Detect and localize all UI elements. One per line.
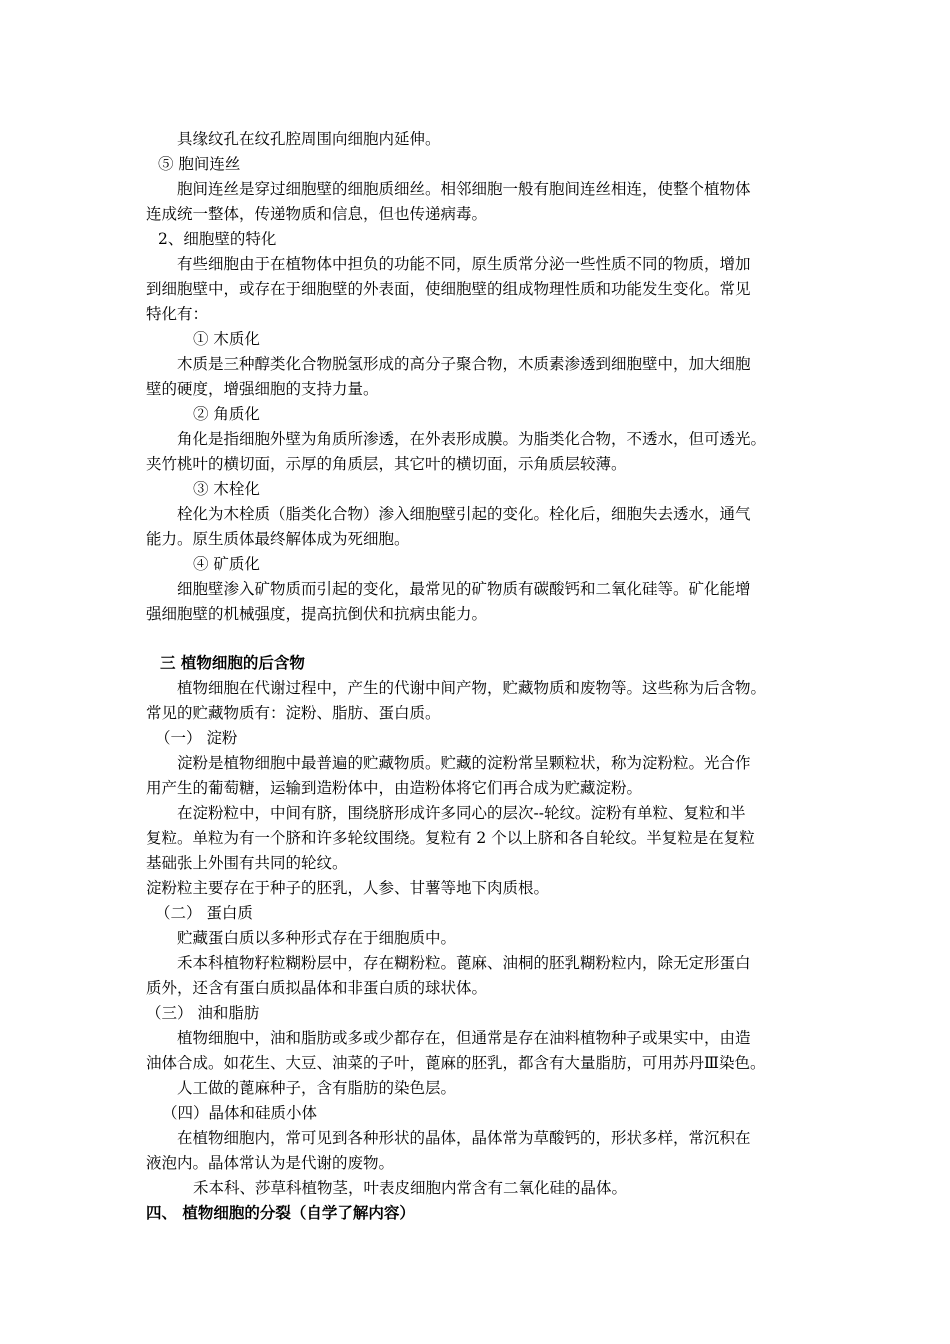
section-heading: 2、细胞壁的特化	[158, 230, 277, 248]
text-line: 液泡内。晶体常认为是代谢的废物。	[146, 1154, 395, 1172]
text-line: 有些细胞由于在植物体中担负的功能不同，原生质常分泌一些性质不同的物质，增加	[177, 255, 751, 273]
text-line: 植物细胞在代谢过程中，产生的代谢中间产物，贮藏物质和废物等。这些称为后含物。	[177, 679, 767, 697]
text-line: 壁的硬度，增强细胞的支持力量。	[146, 380, 379, 398]
text-line: 细胞壁渗入矿物质而引起的变化，最常见的矿物质有碳酸钙和二氧化硅等。矿化能增	[177, 580, 751, 598]
text-line: 贮藏蛋白质以多种形式存在于细胞质中。	[177, 929, 457, 947]
sub-heading: （一） 淀粉	[155, 729, 238, 747]
text-line: 基础张上外围有共同的轮纹。	[146, 854, 348, 872]
sub-heading: ① 木质化	[193, 330, 260, 348]
sub-heading: （三） 油和脂肪	[146, 1004, 260, 1022]
text-line: 质外，还含有蛋白质拟晶体和非蛋白质的球状体。	[146, 979, 488, 997]
text-line: 油体合成。如花生、大豆、油菜的子叶，蓖麻的胚乳，都含有大量脂肪，可用苏丹Ⅲ染色。	[146, 1054, 766, 1072]
text-line: 栓化为木栓质（脂类化合物）渗入细胞壁引起的变化。栓化后，细胞失去透水，通气	[177, 505, 751, 523]
text-line: 到细胞壁中，或存在于细胞壁的外表面，使细胞壁的组成物理性质和功能发生变化。常见	[146, 280, 751, 298]
text-line: 复粒。单粒为有一个脐和许多轮纹围绕。复粒有 2 个以上脐和各自轮纹。半复粒是在复粒	[146, 829, 755, 847]
sub-heading: （四）晶体和硅质小体	[162, 1104, 318, 1122]
section-heading: 三 植物细胞的后含物	[160, 654, 305, 672]
text-line: 常见的贮藏物质有：淀粉、脂肪、蛋白质。	[146, 704, 441, 722]
text-line: 特化有：	[146, 305, 209, 323]
text-line: 在植物细胞内，常可见到各种形状的晶体，晶体常为草酸钙的，形状多样，常沉积在	[177, 1129, 751, 1147]
text-line: 胞间连丝是穿过细胞壁的细胞质细丝。相邻细胞一般有胞间连丝相连，使整个植物体	[177, 180, 751, 198]
text-line: 夹竹桃叶的横切面，示厚的角质层，其它叶的横切面，示角质层较薄。	[146, 455, 627, 473]
text-line: 强细胞壁的机械强度，提高抗倒伏和抗病虫能力。	[146, 605, 488, 623]
text-line: 植物细胞中，油和脂肪或多或少都存在，但通常是存在油料植物种子或果实中，由造	[177, 1029, 751, 1047]
text-line: 禾本科、莎草科植物茎，叶表皮细胞内常含有二氧化硅的晶体。	[193, 1179, 628, 1197]
section-heading: 四、 植物细胞的分裂（自学了解内容）	[146, 1204, 415, 1222]
sub-heading: ② 角质化	[193, 405, 260, 423]
text-line: 在淀粉粒中，中间有脐，围绕脐形成许多同心的层次--轮纹。淀粉有单粒、复粒和半	[177, 804, 746, 822]
text-line: 用产生的葡萄糖，运输到造粉体中，由造粉体将它们再合成为贮藏淀粉。	[146, 779, 643, 797]
sub-heading: ④ 矿质化	[193, 555, 260, 573]
sub-heading: （二） 蛋白质	[155, 904, 253, 922]
text-line: 能力。原生质体最终解体成为死细胞。	[146, 530, 410, 548]
sub-heading: ⑤ 胞间连丝	[158, 155, 241, 173]
text-line: 人工做的蓖麻种子，含有脂肪的染色层。	[177, 1079, 457, 1097]
text-line: 淀粉是植物细胞中最普遍的贮藏物质。贮藏的淀粉常呈颗粒状，称为淀粉粒。光合作	[177, 754, 751, 772]
text-line: 具缘纹孔在纹孔腔周围向细胞内延伸。	[177, 130, 441, 148]
text-line: 淀粉粒主要存在于种子的胚乳，人参、甘薯等地下肉质根。	[146, 879, 550, 897]
text-line: 角化是指细胞外壁为角质所渗透，在外表形成膜。为脂类化合物，不透水，但可透光。	[177, 430, 767, 448]
text-line: 连成统一整体，传递物质和信息，但也传递病毒。	[146, 205, 488, 223]
text-line: 木质是三种醇类化合物脱氢形成的高分子聚合物，木质素渗透到细胞壁中，加大细胞	[177, 355, 751, 373]
text-line: 禾本科植物籽粒糊粉层中，存在糊粉粒。蓖麻、油桐的胚乳糊粉粒内，除无定形蛋白	[177, 954, 751, 972]
sub-heading: ③ 木栓化	[193, 480, 260, 498]
